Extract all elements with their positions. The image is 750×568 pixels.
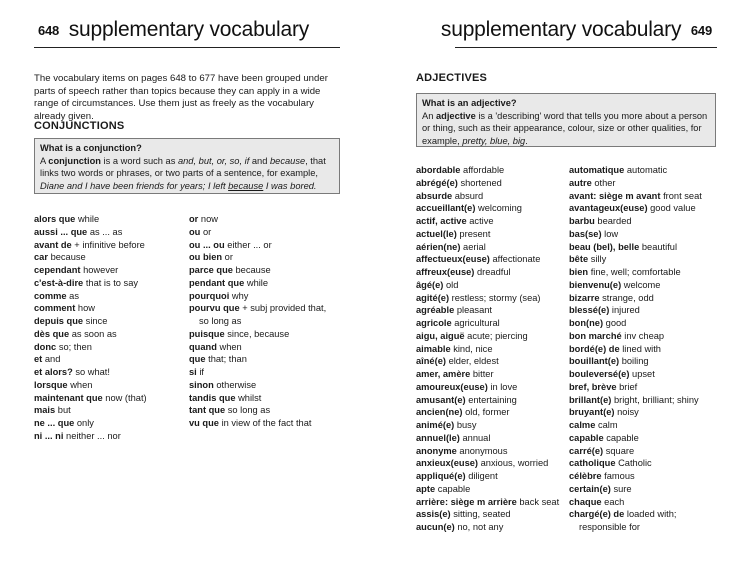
vocab-entry — [416, 470, 566, 483]
adjective-list-column-1 — [416, 164, 566, 534]
headword: amusant(e) — [416, 394, 466, 405]
vocab-entry — [569, 215, 719, 228]
headword: or — [189, 214, 199, 224]
headword: affectueux(euse) — [416, 254, 490, 265]
headword: beau (bel), belle — [569, 241, 640, 252]
vocab-entry — [416, 317, 566, 330]
headword: brillant(e) — [569, 394, 612, 405]
vocab-entry — [34, 226, 184, 239]
vocab-entry — [569, 521, 719, 534]
headword: ou ... ou — [189, 239, 225, 250]
gloss: however — [83, 265, 119, 275]
headword: calme — [569, 420, 596, 430]
gloss: while — [77, 214, 100, 224]
vocab-entry — [416, 330, 566, 343]
adjective-list-column-2 — [569, 164, 719, 534]
headword: barbu — [569, 216, 595, 226]
vocab-entry — [34, 392, 184, 405]
gloss: welcoming — [478, 203, 522, 214]
vocab-entry — [569, 394, 719, 407]
gloss: as soon as — [71, 328, 117, 339]
vocab-entry — [416, 266, 566, 279]
headword: aimable — [416, 343, 451, 354]
headword: actif, active — [416, 216, 467, 226]
definition-box-conjunction — [34, 138, 340, 194]
header-title: supplementary vocabulary — [440, 18, 682, 41]
gloss: or — [224, 252, 233, 263]
vocab-entry — [189, 392, 349, 405]
gloss: so what! — [75, 367, 110, 377]
gloss: entertaining — [468, 394, 517, 405]
headword: si — [189, 367, 197, 377]
gloss: inv cheap — [624, 330, 665, 341]
vocab-entry — [416, 432, 566, 445]
headword: accueillant(e) — [416, 203, 476, 214]
header-rule — [34, 47, 340, 48]
gloss: welcome — [623, 279, 661, 290]
gloss: because — [50, 252, 86, 263]
vocab-entry — [189, 353, 349, 366]
vocab-entry — [416, 215, 566, 228]
gloss: in love — [490, 381, 518, 392]
gloss: pleasant — [456, 305, 492, 316]
headword: lorsque — [34, 379, 68, 390]
vocab-entry — [189, 239, 349, 252]
definition-box-adjective — [416, 93, 716, 147]
header-title: supplementary vocabulary — [68, 18, 310, 41]
headword: appliqué(e) — [416, 471, 466, 481]
vocab-entry — [189, 315, 349, 328]
gloss: capable — [437, 483, 471, 494]
gloss: other — [594, 177, 616, 188]
gloss: each — [604, 496, 625, 507]
headword: aucun(e) — [416, 522, 455, 532]
headword: arrière: siège m arrière — [416, 496, 517, 507]
gloss: responsible for — [579, 522, 640, 532]
gloss: in view of the fact that — [221, 418, 312, 428]
headword: tant que — [189, 405, 226, 416]
headword: chargé(e) de — [569, 509, 625, 520]
vocab-entry — [416, 177, 566, 190]
box-title: What is a conjunction? — [40, 143, 142, 153]
gloss: how — [77, 303, 95, 314]
vocab-entry — [416, 343, 566, 356]
headword: agréable — [416, 305, 455, 316]
headword: abordable — [416, 165, 461, 175]
box-title: What is an adjective? — [422, 98, 517, 108]
headword: automatique — [569, 165, 625, 175]
vocab-entry — [569, 317, 719, 330]
vocab-entry — [189, 302, 349, 315]
gloss: + subj provided that, — [239, 303, 327, 314]
vocab-entry — [569, 406, 719, 419]
vocab-entry — [189, 277, 349, 290]
headword: pourquoi — [189, 290, 230, 301]
gloss: noisy — [617, 407, 639, 418]
headword: maintenant que — [34, 392, 103, 403]
vocab-entry — [416, 292, 566, 305]
headword: ne ... que — [34, 418, 75, 428]
vocab-entry — [416, 368, 566, 381]
gloss: busy — [456, 420, 477, 430]
vocab-entry — [189, 226, 349, 239]
gloss: present — [459, 228, 491, 239]
vocab-entry — [416, 202, 566, 215]
vocab-entry — [189, 264, 349, 277]
headword: âgé(e) — [416, 279, 444, 290]
vocab-entry — [189, 328, 349, 341]
gloss: silly — [590, 254, 607, 265]
gloss: annual — [462, 432, 491, 443]
headword: assis(e) — [416, 509, 451, 520]
headword: absurde — [416, 190, 453, 201]
headword: dès que — [34, 328, 70, 339]
vocab-entry — [569, 292, 719, 305]
vocab-entry — [34, 404, 184, 417]
vocab-entry — [416, 483, 566, 496]
headword: abrégé(e) — [416, 177, 458, 188]
gloss: if — [199, 367, 205, 377]
gloss: agricultural — [454, 318, 500, 328]
headword: que — [189, 354, 206, 365]
gloss: why — [231, 290, 249, 301]
vocab-entry — [34, 379, 184, 392]
gloss: while — [246, 277, 269, 288]
gloss: sitting, seated — [453, 509, 511, 520]
headword: comme — [34, 290, 67, 301]
headword: bouleversé(e) — [569, 369, 630, 379]
headword: anonyme — [416, 445, 457, 456]
gloss: injured — [611, 305, 640, 316]
vocab-entry — [569, 266, 719, 279]
vocab-entry — [416, 508, 566, 521]
headword: catholique — [569, 458, 616, 469]
gloss: that; than — [208, 354, 247, 365]
vocab-entry — [34, 290, 184, 303]
vocab-entry — [569, 419, 719, 432]
gloss: so long as — [227, 405, 271, 416]
headword: ni ... ni — [34, 430, 64, 441]
vocab-entry — [189, 404, 349, 417]
vocab-entry — [416, 381, 566, 394]
headword: aérien(ne) — [416, 241, 461, 252]
headword: mais — [34, 405, 56, 416]
gloss: active — [469, 216, 494, 226]
headword: parce que — [189, 265, 233, 275]
gloss: acute; piercing — [467, 330, 528, 341]
vocab-entry — [569, 241, 719, 254]
intro-paragraph: The vocabulary items on pages 648 to 677 have been grouped under parts of speech rather than topics because they can apply in a wide range of circumstances. Use them just as freely as the vocabulary already given. — [34, 73, 328, 122]
headword: blessé(e) — [569, 305, 610, 316]
gloss: neither ... nor — [66, 430, 121, 441]
gloss: now — [200, 214, 218, 224]
vocab-entry — [416, 394, 566, 407]
headword: avant: siège m avant — [569, 190, 661, 201]
gloss: lined with — [622, 343, 661, 354]
vocab-entry — [34, 264, 184, 277]
headword: pendant que — [189, 277, 245, 288]
vocab-entry — [569, 330, 719, 343]
headword: certain(e) — [569, 483, 611, 494]
headword: bouillant(e) — [569, 356, 620, 367]
vocab-entry — [189, 366, 349, 379]
headword: amer, amère — [416, 369, 471, 379]
gloss: or — [202, 226, 212, 237]
gloss: whilst — [238, 392, 262, 403]
gloss: anxious, worried — [480, 458, 549, 469]
headword: agité(e) — [416, 292, 450, 303]
headword: bruyant(e) — [569, 407, 615, 418]
gloss: upset — [632, 369, 655, 379]
headword: bref, brève — [569, 381, 617, 392]
gloss: low — [604, 228, 619, 239]
gloss: so; then — [58, 341, 92, 352]
vocab-entry — [569, 445, 719, 458]
vocab-entry — [34, 341, 184, 354]
headword: anxieux(euse) — [416, 458, 479, 469]
gloss: bright, brilliant; shiny — [613, 394, 699, 405]
gloss: old — [445, 279, 459, 290]
gloss: as ... as — [89, 226, 123, 237]
vocab-entry — [569, 202, 719, 215]
headword: actuel(le) — [416, 228, 457, 239]
gloss: when — [219, 341, 242, 352]
vocab-entry — [34, 430, 184, 443]
gloss: good value — [650, 203, 696, 214]
gloss: bearded — [597, 216, 632, 226]
headword: cependant — [34, 265, 81, 275]
headword: ou bien — [189, 252, 223, 263]
headword: et — [34, 354, 43, 365]
gloss: when — [70, 379, 93, 390]
gloss: now (that) — [105, 392, 147, 403]
headword: ancien(ne) — [416, 407, 463, 418]
vocab-entry — [416, 164, 566, 177]
gloss: famous — [604, 471, 635, 481]
headword: et alors? — [34, 367, 73, 377]
vocab-entry — [34, 302, 184, 315]
gloss: restless; stormy (sea) — [451, 292, 541, 303]
headword: célèbre — [569, 471, 602, 481]
vocab-entry — [569, 177, 719, 190]
vocab-entry — [34, 277, 184, 290]
vocab-entry — [416, 406, 566, 419]
headword: amoureux(euse) — [416, 381, 488, 392]
vocab-entry — [189, 341, 349, 354]
gloss: beautiful — [641, 241, 678, 252]
headword: sinon — [189, 379, 214, 390]
gloss: brief — [619, 381, 638, 392]
gloss: no, not any — [457, 522, 504, 532]
gloss: + infinitive before — [71, 239, 145, 250]
headword: carré(e) — [569, 445, 604, 456]
header-rule — [455, 47, 717, 48]
vocab-entry — [416, 496, 566, 509]
gloss: capable — [606, 432, 639, 443]
headword: aîné(e) — [416, 356, 446, 367]
gloss: affectionate — [492, 254, 541, 265]
headword: comment — [34, 303, 76, 314]
vocab-entry — [569, 228, 719, 241]
headword: aussi ... que — [34, 226, 88, 237]
headword: bon(ne) — [569, 318, 604, 328]
vocab-entry — [569, 253, 719, 266]
headword: bête — [569, 254, 589, 265]
vocab-entry — [416, 190, 566, 203]
headword: bizarre — [569, 292, 600, 303]
gloss: only — [76, 418, 94, 428]
headword: autre — [569, 177, 592, 188]
gloss: since — [85, 316, 108, 326]
gloss: back seat — [519, 496, 560, 507]
headword: bas(se) — [569, 228, 602, 239]
vocab-entry — [34, 315, 184, 328]
vocab-entry — [416, 253, 566, 266]
vocab-entry — [569, 496, 719, 509]
headword: bordé(e) de — [569, 343, 620, 354]
section-title-conjunctions: CONJUNCTIONS — [34, 120, 125, 132]
headword: avantageux(euse) — [569, 203, 648, 214]
headword: ou — [189, 226, 201, 237]
vocab-entry — [569, 368, 719, 381]
vocab-entry — [34, 239, 184, 252]
left-page-header — [34, 18, 309, 42]
gloss: and — [44, 354, 61, 365]
vocab-entry — [416, 457, 566, 470]
gloss: shortened — [460, 177, 502, 188]
vocab-entry — [189, 417, 349, 430]
vocab-entry — [569, 343, 719, 356]
gloss: either ... or — [227, 239, 272, 250]
gloss: so long as — [199, 316, 242, 326]
vocab-entry — [34, 417, 184, 430]
vocab-entry — [569, 304, 719, 317]
gloss: Catholic — [618, 458, 652, 469]
headword: pourvu que — [189, 303, 240, 314]
gloss: aerial — [463, 241, 486, 252]
gloss: strange, odd — [602, 292, 654, 303]
conjunction-list-column-2 — [189, 213, 349, 430]
gloss: loaded with; — [626, 509, 677, 520]
gloss: anonymous — [459, 445, 508, 456]
gloss: fine, well; comfortable — [590, 267, 681, 277]
gloss: affordable — [463, 165, 505, 175]
headword: apte — [416, 483, 436, 494]
vocab-entry — [569, 483, 719, 496]
vocab-entry — [569, 457, 719, 470]
vocab-entry — [569, 508, 719, 521]
headword: affreux(euse) — [416, 267, 475, 277]
box-text: An adjective is a 'describing' word that tells you more about a person or thing, such as their appearance, colour, size or other qualities, for example, pretty, blue, big. — [422, 110, 708, 146]
gloss: boiling — [621, 356, 649, 367]
vocab-entry — [569, 190, 719, 203]
gloss: because — [235, 265, 271, 275]
vocab-entry — [416, 279, 566, 292]
headword: annuel(le) — [416, 432, 460, 443]
headword: avant de — [34, 239, 72, 250]
vocab-entry — [569, 470, 719, 483]
headword: bien — [569, 267, 589, 277]
vocab-entry — [416, 355, 566, 368]
headword: agricole — [416, 318, 452, 328]
headword: car — [34, 252, 48, 263]
vocab-entry — [189, 290, 349, 303]
gloss: kind, nice — [453, 343, 493, 354]
page-number: 649 — [690, 23, 712, 38]
headword: quand — [189, 341, 217, 352]
headword: donc — [34, 341, 57, 352]
gloss: but — [57, 405, 71, 416]
vocab-entry — [34, 328, 184, 341]
gloss: otherwise — [216, 379, 257, 390]
gloss: dreadful — [476, 267, 511, 277]
vocab-entry — [569, 432, 719, 445]
vocab-entry — [189, 379, 349, 392]
vocab-entry — [569, 164, 719, 177]
headword: bienvenu(e) — [569, 279, 622, 290]
headword: chaque — [569, 496, 602, 507]
vocab-entry — [416, 445, 566, 458]
vocab-entry — [416, 241, 566, 254]
gloss: good — [605, 318, 627, 328]
gloss: that is to say — [85, 277, 139, 288]
headword: vu que — [189, 418, 219, 428]
vocab-entry — [34, 251, 184, 264]
headword: depuis que — [34, 316, 84, 326]
vocab-entry — [569, 355, 719, 368]
gloss: old, former — [465, 407, 510, 418]
gloss: square — [605, 445, 635, 456]
vocab-entry — [569, 381, 719, 394]
box-text: A conjunction is a word such as and, but, or, so, if and because, that links two words or phrases, or two parts of a sentence, for example, Diane and I have been friends for years; I left because I was bored. — [40, 155, 326, 191]
headword: alors que — [34, 214, 76, 224]
section-title-adjectives: ADJECTIVES — [416, 72, 488, 84]
gloss: sure — [613, 483, 632, 494]
gloss: since, because — [227, 328, 290, 339]
gloss: front seat — [663, 190, 702, 201]
headword: animé(e) — [416, 420, 455, 430]
gloss: automatic — [626, 165, 668, 175]
gloss: calm — [597, 420, 618, 430]
headword: puisque — [189, 328, 225, 339]
vocab-entry — [34, 353, 184, 366]
vocab-entry — [416, 419, 566, 432]
gloss: as — [69, 290, 79, 301]
gloss: elder, eldest — [448, 356, 499, 367]
page-number: 648 — [38, 23, 60, 38]
vocab-entry — [416, 228, 566, 241]
headword: bon marché — [569, 330, 622, 341]
gloss: absurd — [454, 190, 484, 201]
vocab-entry — [416, 304, 566, 317]
vocab-entry — [189, 213, 349, 226]
right-page — [375, 0, 750, 568]
headword: capable — [569, 432, 604, 443]
headword: aigu, aiguë — [416, 330, 465, 341]
right-page-header — [441, 18, 716, 42]
vocab-entry — [189, 251, 349, 264]
headword: tandis que — [189, 392, 236, 403]
vocab-entry — [569, 279, 719, 292]
gloss: bitter — [472, 369, 494, 379]
gloss: diligent — [468, 471, 498, 481]
vocab-entry — [34, 366, 184, 379]
conjunction-list-column-1 — [34, 213, 184, 443]
vocab-entry — [34, 213, 184, 226]
headword: c'est-à-dire — [34, 277, 84, 288]
vocab-entry — [416, 521, 566, 534]
